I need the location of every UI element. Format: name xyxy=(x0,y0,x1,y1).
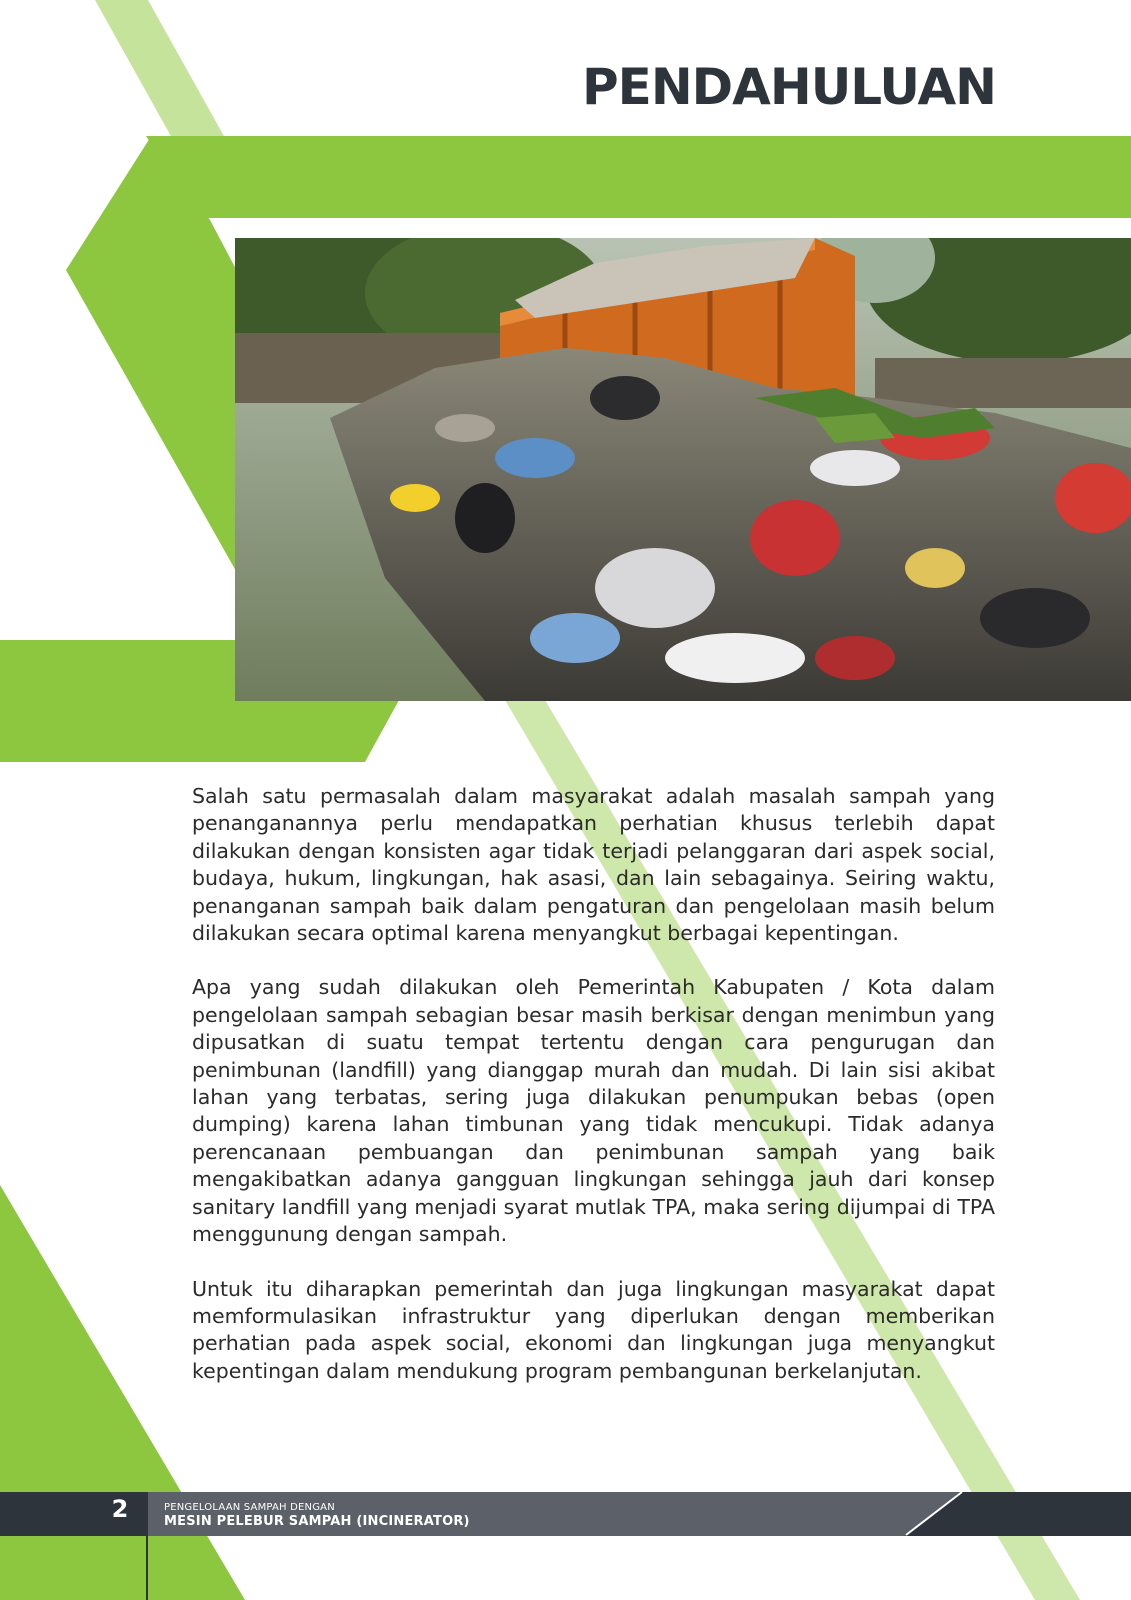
page-title: PENDAHULUAN xyxy=(582,58,996,116)
paragraph-2: Apa yang sudah dilakukan oleh Pemerintah Kabupaten / Kota dalam pengelolaan sampah sebagian besar masih berkisar dengan menimbun yang dipusatkan di suatu tempat tertentu dengan cara pengurugan dan penimbunan (landfill) yang dianggap murah dan mudah. Di lain sisi akibat lahan yang terbatas, sering juga dilakukan penumpukan bebas (open dumping) karena lahan timbunan yang tidak mencukupi. Tidak adanya perencanaan pembuangan dan penimbunan sampah yang baik mengakibatkan adanya gangguan lingkungan sehingga jauh dari konsep sanitary landfill yang menjadi syarat mutlak TPA, maka sering dijumpai di TPA menggunung dengan sampah. xyxy=(192,975,995,1247)
green-header-band xyxy=(146,136,1131,218)
paragraph-3: Untuk itu diharapkan pemerintah dan juga lingkungan masyarakat dapat memformulasikan infrastruktur yang diperlukan dengan memberikan perhatian pada aspek social, ekonomi dan lingkungan juga menyangkut kepentingan dalam mendukung program pembangunan berkelanjutan. xyxy=(192,1276,995,1383)
footer-line-1: PENGELOLAAN SAMPAH DENGAN xyxy=(164,1502,335,1513)
footer-line-2: MESIN PELEBUR SAMPAH (INCINERATOR) xyxy=(164,1514,470,1529)
page-number: 2 xyxy=(111,1495,129,1523)
landfill-photo xyxy=(235,238,1131,701)
body-text xyxy=(192,783,995,1412)
light-green-stripe-top xyxy=(95,0,225,138)
paragraph-1: Salah satu permasalah dalam masyarakat adalah masalah sampah yang penanganannya perlu mendapatkan perhatian khusus terlebih dapat dilakukan dengan konsisten agar tidak terjadi pelanggaran dari aspek social, budaya, hukum, lingkungan, hak asasi, dan lain sebagainya. Seiring waktu, penanganan sampah baik dalam pengaturan dan pengelolaan masih belum dilakukan secara optimal karena menyangkut berbagai kepentingan. xyxy=(192,784,995,946)
